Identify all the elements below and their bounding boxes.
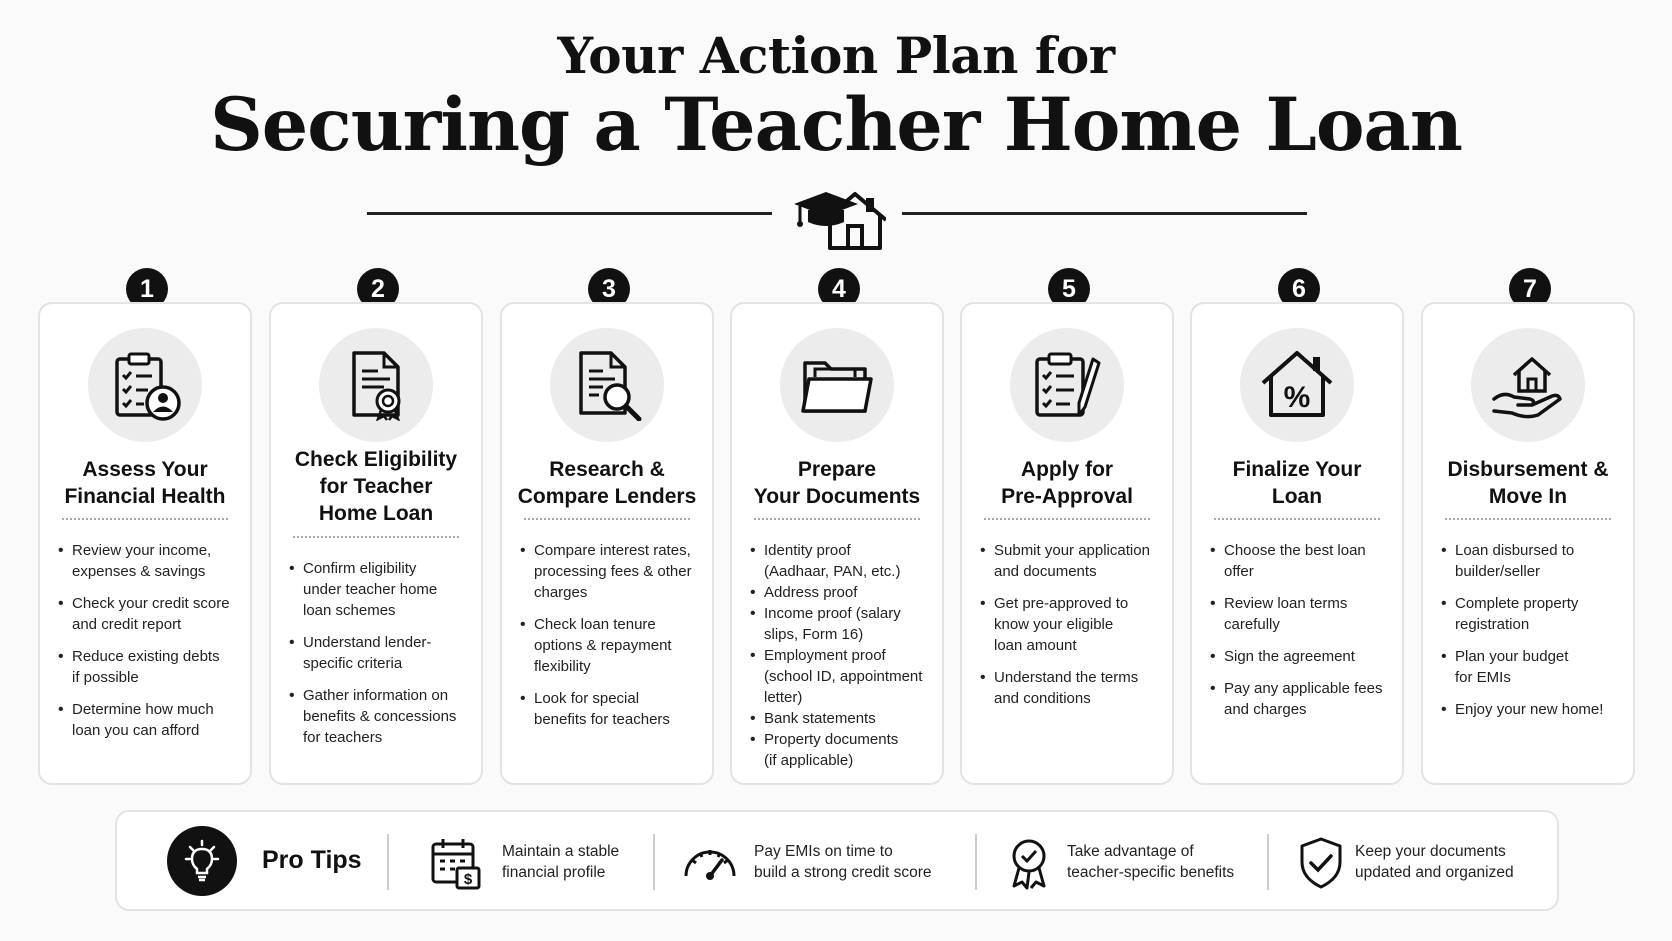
step-number-6: 6	[1278, 268, 1320, 310]
icon-circle	[1010, 328, 1124, 442]
graduation-cap-house-icon	[790, 188, 886, 252]
step-bullets	[58, 540, 242, 752]
bullet-item: • Submit your application and documents	[980, 540, 1164, 582]
bullet-item: • Property documents (if applicable)	[750, 729, 934, 771]
house-percent-icon	[1259, 349, 1335, 421]
step-card-2	[269, 302, 483, 785]
certificate-document-icon	[340, 349, 412, 421]
bullet-item: • Compare interest rates, processing fees & other charges	[520, 540, 704, 603]
bullet-item: • Determine how much loan you can afford	[58, 699, 242, 741]
icon-circle	[780, 328, 894, 442]
step-card-4	[730, 302, 944, 785]
card-divider	[293, 536, 459, 538]
icon-circle	[88, 328, 202, 442]
pro-tips-label: Pro Tips	[262, 846, 362, 874]
bullet-item: • Complete property registration	[1441, 593, 1625, 635]
page-title: Securing a Teacher Home Loan	[210, 82, 1462, 168]
step-bullets	[750, 540, 934, 771]
bullet-item: • Confirm eligibility under teacher home loan schemes	[289, 558, 473, 621]
hand-house-icon	[1490, 349, 1566, 421]
title-line-1: Your Action Plan for	[557, 26, 1115, 85]
bullet-item: • Understand lender- specific criteria	[289, 632, 473, 674]
calendar-money-icon	[429, 836, 483, 890]
bullet-item: • Gather information on benefits & concessions for teachers	[289, 685, 473, 748]
step-bullets	[980, 540, 1164, 720]
tip-text: Pay EMIs on time to build a strong credit score	[754, 843, 932, 881]
step-title-line: Disbursement &	[1447, 458, 1609, 481]
tip-text: Maintain a stable financial profile	[502, 843, 620, 881]
step-title	[1200, 456, 1394, 510]
bullet-item: • Check your credit score and credit report	[58, 593, 242, 635]
svg-text:%: %	[1283, 381, 1311, 414]
step-card-7	[1421, 302, 1635, 785]
step-number-5: 5	[1048, 268, 1090, 310]
pro-tips-bar	[115, 810, 1559, 911]
award-badge-icon	[1002, 836, 1056, 890]
step-card-5	[960, 302, 1174, 785]
folder-icon	[799, 349, 875, 421]
step-title	[970, 456, 1164, 510]
bullet-item: • Pay any applicable fees and charges	[1210, 678, 1394, 720]
bullet-item: • Loan disbursed to builder/seller	[1441, 540, 1625, 582]
step-title	[510, 456, 704, 510]
icon-circle	[550, 328, 664, 442]
bullet-item: • Bank statements	[750, 708, 934, 729]
step-number-4: 4	[818, 268, 860, 310]
step-card-3	[500, 302, 714, 785]
bullet-item: • Enjoy your new home!	[1441, 699, 1625, 720]
icon-circle	[1240, 328, 1354, 442]
svg-text:$: $	[463, 871, 473, 888]
bullet-item: • Check loan tenure options & repayment flexibility	[520, 614, 704, 677]
bullet-item: • Address proof	[750, 582, 934, 603]
step-title-line: Loan	[1271, 485, 1323, 508]
bullet-item: • Sign the agreement	[1210, 646, 1394, 667]
bullet-item: • Income proof (salary slips, Form 16)	[750, 603, 934, 645]
step-bullets	[520, 540, 704, 741]
step-bullets	[289, 558, 473, 759]
title-rule-right	[902, 212, 1307, 215]
step-title-line: Your Documents	[753, 485, 921, 508]
tip-separator	[387, 834, 389, 890]
step-title-line: Assess Your	[82, 458, 208, 481]
step-title-line: Pre-Approval	[1001, 485, 1133, 508]
tip-separator	[1267, 834, 1269, 890]
step-bullets	[1441, 540, 1625, 731]
step-card-1	[38, 302, 252, 785]
bullet-item: • Get pre-approved to know your eligible loan amount	[980, 593, 1164, 656]
step-title	[48, 456, 242, 510]
step-title-line: Finalize Your	[1232, 458, 1362, 481]
bullet-item: • Identity proof (Aadhaar, PAN, etc.)	[750, 540, 934, 582]
lightbulb-icon-badge	[167, 826, 237, 896]
clipboard-pen-icon	[1031, 349, 1103, 421]
step-title-line: Prepare	[797, 458, 877, 481]
card-divider	[1445, 518, 1611, 520]
tip-separator	[653, 834, 655, 890]
tip-text: Take advantage of teacher-specific benefits	[1067, 843, 1235, 881]
step-title-line: Apply for	[1020, 458, 1114, 481]
step-number-1: 1	[126, 268, 168, 310]
step-number-3: 3	[588, 268, 630, 310]
step-number-7: 7	[1509, 268, 1551, 310]
shield-check-icon	[1294, 836, 1348, 890]
bullet-item: • Employment proof (school ID, appointment letter)	[750, 645, 934, 708]
clipboard-person-icon	[109, 349, 181, 421]
step-title-line: Financial Health	[64, 485, 226, 508]
document-search-icon	[571, 349, 643, 421]
card-divider	[62, 518, 228, 520]
bullet-item: • Plan your budget for EMIs	[1441, 646, 1625, 688]
step-bullets	[1210, 540, 1394, 731]
card-divider	[1214, 518, 1380, 520]
icon-circle	[319, 328, 433, 442]
speedometer-icon	[680, 836, 740, 890]
card-divider	[754, 518, 920, 520]
bullet-item: • Look for special benefits for teachers	[520, 688, 704, 730]
step-card-6	[1190, 302, 1404, 785]
step-title-line: Compare Lenders	[517, 485, 697, 508]
step-title-line: Move In	[1488, 485, 1568, 508]
step-number-2: 2	[357, 268, 399, 310]
card-divider	[984, 518, 1150, 520]
title-rule-left	[367, 212, 772, 215]
step-title	[740, 456, 934, 510]
icon-circle	[1471, 328, 1585, 442]
bullet-item: • Review your income, expenses & savings	[58, 540, 242, 582]
lightbulb-icon	[180, 839, 224, 883]
step-title-line: Home Loan	[318, 502, 434, 525]
tip-separator	[975, 834, 977, 890]
step-title-line: for Teacher	[319, 475, 433, 498]
step-title	[1431, 456, 1625, 510]
step-title-line: Check Eligibility	[294, 448, 458, 471]
bullet-item: • Review loan terms carefully	[1210, 593, 1394, 635]
bullet-item: • Understand the terms and conditions	[980, 667, 1164, 709]
step-title	[279, 446, 473, 527]
tip-text: Keep your documents updated and organized	[1355, 843, 1514, 881]
step-title-line: Research &	[549, 458, 665, 481]
bullet-item: • Choose the best loan offer	[1210, 540, 1394, 582]
card-divider	[524, 518, 690, 520]
bullet-item: • Reduce existing debts if possible	[58, 646, 242, 688]
